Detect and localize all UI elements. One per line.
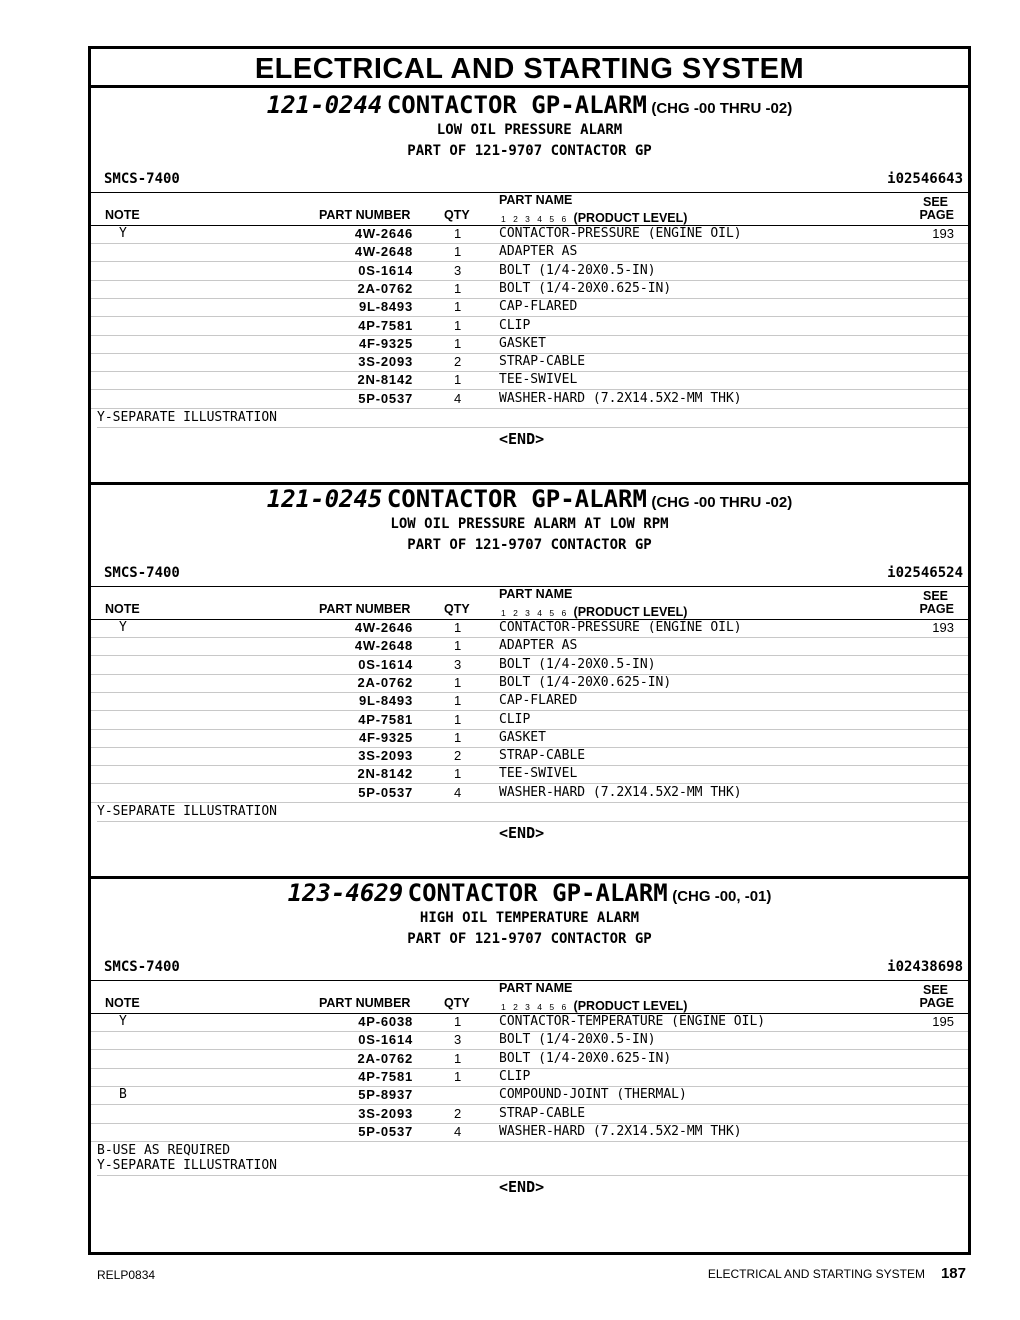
parts-group-section (91, 482, 968, 879)
table-row (91, 637, 968, 656)
row-part-name: CLIP (499, 1068, 531, 1084)
parts-group-section (91, 876, 968, 1230)
row-part-number: 3S-2093 (358, 748, 413, 764)
row-part-name: STRAP-CABLE (499, 1105, 586, 1121)
row-qty: 1 (454, 226, 462, 241)
row-part-name: CLIP (499, 317, 531, 333)
notes-block (97, 804, 968, 822)
table-row (91, 371, 968, 390)
change-range: (CHG -00 THRU -02) (651, 100, 793, 117)
row-part-name: BOLT (1/4-20X0.625-IN) (499, 1050, 672, 1066)
row-note: Y (119, 1014, 127, 1029)
header-note: NOTE (105, 996, 140, 1010)
table-row (91, 1105, 968, 1124)
notes-block (97, 1143, 968, 1176)
illustration-id: i02546643 (887, 171, 963, 187)
row-part-name: STRAP-CABLE (499, 354, 586, 370)
table-row (91, 1050, 968, 1069)
row-qty: 1 (454, 1050, 462, 1066)
row-part-number: 5P-0537 (358, 390, 413, 406)
table-row (91, 784, 968, 803)
row-part-name: BOLT (1/4-20X0.5-IN) (499, 656, 656, 672)
row-part-number: 0S-1614 (358, 262, 413, 278)
header-note: NOTE (105, 208, 140, 222)
row-part-number: 4P-7581 (358, 1068, 413, 1084)
header-see: SEE (922, 195, 948, 209)
table-row (91, 353, 968, 372)
row-part-number: 2A-0762 (357, 674, 413, 690)
row-part-number: 3S-2093 (358, 1105, 413, 1121)
row-qty: 1 (454, 1014, 462, 1029)
row-qty: 1 (454, 620, 462, 635)
table-row (91, 390, 968, 409)
page-frame (88, 46, 971, 1255)
row-part-name: CONTACTOR-TEMPERATURE (ENGINE OIL) (499, 1014, 766, 1029)
row-part-name: CONTACTOR-PRESSURE (ENGINE OIL) (499, 226, 742, 241)
table-header (91, 192, 968, 226)
table-row (91, 317, 968, 336)
row-part-name: BOLT (1/4-20X0.5-IN) (499, 262, 656, 278)
table-row (91, 674, 968, 693)
row-qty: 1 (454, 244, 462, 260)
row-qty: 2 (454, 748, 462, 764)
change-range: (CHG -00 THRU -02) (651, 494, 793, 511)
group-number: 123-4629 (287, 879, 404, 907)
row-part-number: 4P-7581 (358, 317, 413, 333)
row-part-name: WASHER-HARD (7.2X14.5X2-MM THK) (499, 1123, 742, 1139)
table-row (91, 711, 968, 730)
row-part-name: CAP-FLARED (499, 693, 578, 709)
group-name: CONTACTOR GP-ALARM (386, 91, 647, 119)
row-part-number: 4F-9325 (358, 335, 413, 351)
row-qty: 1 (454, 299, 462, 315)
header-part-name: PART NAME (499, 981, 573, 995)
row-qty: 4 (454, 1123, 462, 1139)
row-part-name: CONTACTOR-PRESSURE (ENGINE OIL) (499, 620, 742, 635)
header-part-number: PART NUMBER (319, 996, 411, 1010)
header-part-number: PART NUMBER (319, 208, 411, 222)
header-page: PAGE (919, 208, 954, 222)
end-marker: <END> (499, 824, 545, 842)
row-part-name: GASKET (499, 729, 546, 745)
row-part-name: TEE-SWIVEL (499, 372, 578, 388)
header-note: NOTE (105, 602, 140, 616)
end-marker: <END> (499, 1178, 545, 1197)
row-part-name: WASHER-HARD (7.2X14.5X2-MM THK) (499, 784, 742, 800)
row-qty: 1 (454, 693, 462, 709)
row-part-name: CAP-FLARED (499, 299, 578, 315)
header-part-name: PART NAME (499, 587, 573, 601)
row-part-number: 2A-0762 (357, 1050, 413, 1066)
row-qty: 3 (454, 1032, 462, 1048)
row-qty: 2 (454, 1105, 462, 1121)
row-qty: 1 (454, 1068, 462, 1084)
table-row (91, 243, 968, 262)
header-page: PAGE (919, 996, 954, 1010)
row-part-name: GASKET (499, 335, 546, 351)
row-part-number: 0S-1614 (358, 1032, 413, 1048)
group-name: CONTACTOR GP-ALARM (407, 879, 668, 907)
header-product-levels: 1 2 3 4 5 6 (PRODUCT LEVEL) (501, 211, 688, 225)
row-part-number: 5P-0537 (358, 1123, 413, 1139)
row-part-name: BOLT (1/4-20X0.625-IN) (499, 280, 672, 296)
row-part-name: WASHER-HARD (7.2X14.5X2-MM THK) (499, 390, 742, 406)
table-row (91, 225, 968, 244)
end-marker: <END> (499, 430, 545, 448)
footer-page-number: 187 (940, 1265, 966, 1282)
header-product-levels: 1 2 3 4 5 6 (PRODUCT LEVEL) (501, 605, 688, 619)
row-part-number: 5P-0537 (358, 784, 413, 800)
row-qty: 1 (454, 280, 462, 296)
header-qty: QTY (444, 602, 470, 616)
table-row (91, 1031, 968, 1050)
row-part-number: 0S-1614 (358, 656, 413, 672)
row-part-name: ADAPTER AS (499, 244, 578, 260)
footer-doc-id: RELP0834 (97, 1268, 156, 1282)
row-part-number: 4W-2646 (354, 620, 413, 635)
group-title (91, 91, 968, 119)
row-qty: 1 (454, 766, 462, 782)
row-note: B (119, 1087, 127, 1103)
row-part-number: 4P-7581 (358, 711, 413, 727)
notes-block (97, 410, 968, 428)
page-title: ELECTRICAL AND STARTING SYSTEM (91, 49, 968, 88)
header-product-level-label: (PRODUCT LEVEL) (573, 999, 688, 1013)
header-page: PAGE (919, 602, 954, 616)
footer-right (708, 1265, 966, 1282)
table-row (91, 656, 968, 675)
row-part-name: BOLT (1/4-20X0.625-IN) (499, 674, 672, 690)
note-line: B-USE AS REQUIRED (97, 1143, 231, 1159)
row-see-page[interactable]: 193 (932, 620, 954, 635)
table-row (91, 335, 968, 354)
group-title (91, 879, 968, 907)
row-part-number: 5P-8937 (358, 1087, 413, 1103)
header-part-number: PART NUMBER (319, 602, 411, 616)
row-part-number: 4P-6038 (358, 1014, 413, 1029)
header-product-level-label: (PRODUCT LEVEL) (573, 211, 688, 225)
group-number: 121-0244 (266, 91, 383, 119)
row-part-number: 9L-8493 (358, 693, 413, 709)
row-qty: 1 (454, 729, 462, 745)
table-row (91, 1068, 968, 1087)
row-note: Y (119, 620, 127, 635)
header-part-name: PART NAME (499, 193, 573, 207)
row-qty: 1 (454, 335, 462, 351)
header-product-levels: 1 2 3 4 5 6 (PRODUCT LEVEL) (501, 999, 688, 1013)
group-subtitle: LOW OIL PRESSURE ALARM (436, 122, 623, 138)
row-qty: 3 (454, 656, 462, 672)
row-part-number: 9L-8493 (358, 299, 413, 315)
footer-section-title: ELECTRICAL AND STARTING SYSTEM (707, 1267, 925, 1281)
table-row (91, 280, 968, 299)
row-part-number: 2N-8142 (357, 766, 413, 782)
header-qty: QTY (444, 208, 470, 222)
illustration-id: i02438698 (887, 959, 963, 975)
row-part-name: COMPOUND-JOINT (THERMAL) (499, 1087, 687, 1103)
row-qty: 2 (454, 354, 462, 370)
group-parent: PART OF 121-9707 CONTACTOR GP (407, 143, 652, 159)
smcs-code: SMCS-7400 (104, 959, 180, 975)
row-qty: 1 (454, 317, 462, 333)
table-row (91, 619, 968, 638)
smcs-code: SMCS-7400 (104, 565, 180, 581)
row-qty: 4 (454, 784, 462, 800)
table-header (91, 586, 968, 620)
row-part-name: ADAPTER AS (499, 638, 578, 654)
change-range: (CHG -00, -01) (672, 888, 772, 905)
illustration-id: i02546524 (887, 565, 963, 581)
group-subtitle: HIGH OIL TEMPERATURE ALARM (419, 910, 640, 926)
row-part-number: 3S-2093 (358, 354, 413, 370)
group-parent: PART OF 121-9707 CONTACTOR GP (407, 537, 652, 553)
table-row (91, 692, 968, 711)
row-qty: 1 (454, 638, 462, 654)
group-number: 121-0245 (266, 485, 383, 513)
row-qty: 4 (454, 390, 462, 406)
row-part-number: 4W-2648 (354, 244, 413, 260)
table-row (91, 765, 968, 784)
group-subtitle: LOW OIL PRESSURE ALARM AT LOW RPM (390, 516, 669, 532)
row-part-number: 4W-2648 (354, 638, 413, 654)
table-row (91, 747, 968, 766)
parts-group-section (91, 88, 968, 485)
group-parent: PART OF 121-9707 CONTACTOR GP (407, 931, 652, 947)
table-row (91, 298, 968, 317)
row-qty: 1 (454, 372, 462, 388)
table-row (91, 729, 968, 748)
table-row (91, 1086, 968, 1105)
row-see-page[interactable]: 195 (932, 1014, 954, 1029)
row-part-number: 2A-0762 (357, 280, 413, 296)
note-line: Y-SEPARATE ILLUSTRATION (97, 410, 278, 425)
table-row (91, 262, 968, 281)
header-see: SEE (922, 589, 948, 603)
row-part-name: STRAP-CABLE (499, 748, 586, 764)
note-line: Y-SEPARATE ILLUSTRATION (97, 1158, 278, 1174)
smcs-code: SMCS-7400 (104, 171, 180, 187)
group-name: CONTACTOR GP-ALARM (386, 485, 647, 513)
row-qty: 1 (454, 711, 462, 727)
row-part-name: TEE-SWIVEL (499, 766, 578, 782)
header-see: SEE (922, 983, 948, 997)
table-header (91, 980, 968, 1014)
row-qty: 1 (454, 674, 462, 690)
row-note: Y (119, 226, 127, 241)
table-row (91, 1123, 968, 1142)
row-see-page[interactable]: 193 (932, 226, 954, 241)
row-part-number: 4W-2646 (354, 226, 413, 241)
group-title (91, 485, 968, 513)
header-qty: QTY (444, 996, 470, 1010)
row-part-name: BOLT (1/4-20X0.5-IN) (499, 1032, 656, 1048)
row-part-name: CLIP (499, 711, 531, 727)
row-part-number: 2N-8142 (357, 372, 413, 388)
note-line: Y-SEPARATE ILLUSTRATION (97, 804, 278, 819)
table-row (91, 1013, 968, 1032)
row-part-number: 4F-9325 (358, 729, 413, 745)
header-product-level-label: (PRODUCT LEVEL) (573, 605, 688, 619)
row-qty: 3 (454, 262, 462, 278)
